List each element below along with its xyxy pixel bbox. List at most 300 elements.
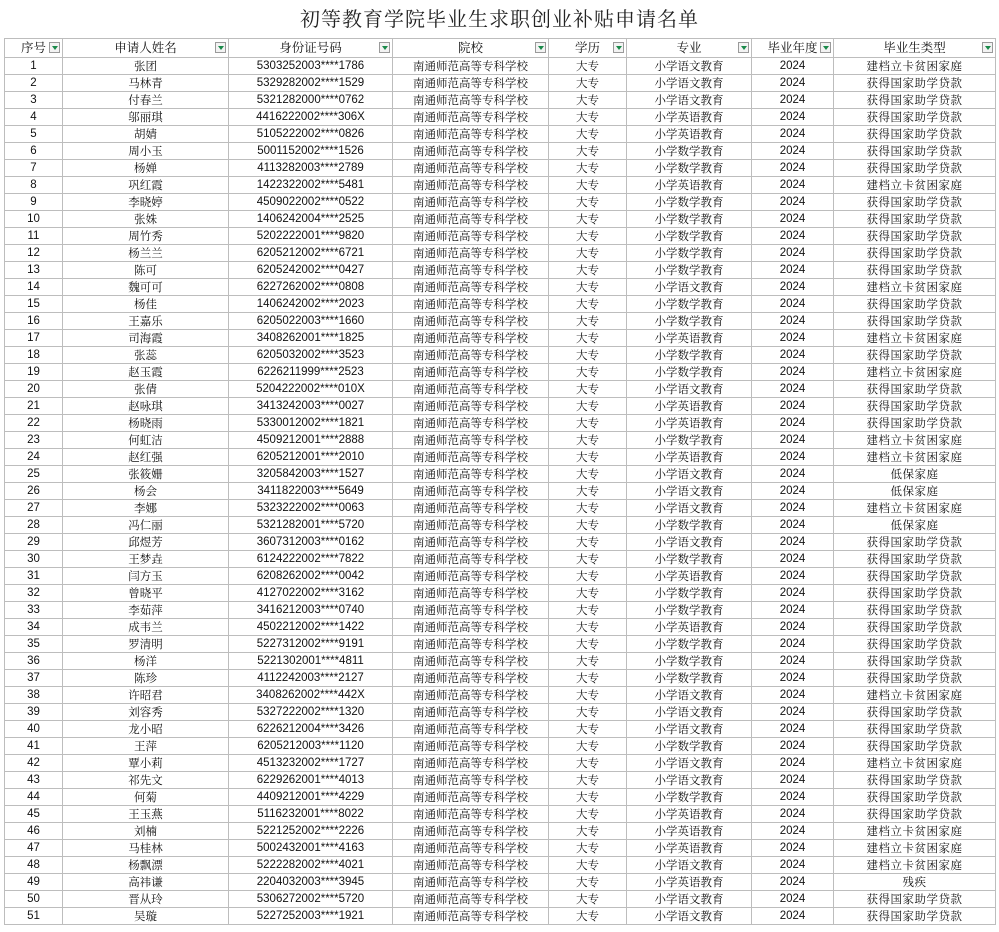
- cell-school[interactable]: 南通师范高等专科学校: [393, 653, 549, 670]
- cell-name[interactable]: 张筱姗: [63, 466, 229, 483]
- cell-name[interactable]: 成韦兰: [63, 619, 229, 636]
- cell-grad-year[interactable]: 2024: [752, 177, 834, 194]
- cell-school[interactable]: 南通师范高等专科学校: [393, 415, 549, 432]
- cell-name[interactable]: 马林青: [63, 75, 229, 92]
- cell-grad-year[interactable]: 2024: [752, 772, 834, 789]
- cell-grad-type[interactable]: 获得国家助学贷款: [834, 92, 996, 109]
- cell-grad-type[interactable]: 获得国家助学贷款: [834, 262, 996, 279]
- cell-major[interactable]: 小学英语教育: [627, 177, 752, 194]
- cell-major[interactable]: 小学数学教育: [627, 262, 752, 279]
- cell-school[interactable]: 南通师范高等专科学校: [393, 840, 549, 857]
- cell-education[interactable]: 大专: [549, 330, 627, 347]
- cell-school[interactable]: 南通师范高等专科学校: [393, 228, 549, 245]
- cell-major[interactable]: 小学数学教育: [627, 432, 752, 449]
- cell-name[interactable]: 杨洋: [63, 653, 229, 670]
- cell-grad-type[interactable]: 低保家庭: [834, 466, 996, 483]
- cell-name[interactable]: 杨会: [63, 483, 229, 500]
- cell-name[interactable]: 张团: [63, 58, 229, 75]
- cell-grad-type[interactable]: 获得国家助学贷款: [834, 670, 996, 687]
- cell-grad-type[interactable]: 建档立卡贫困家庭: [834, 449, 996, 466]
- cell-school[interactable]: 南通师范高等专科学校: [393, 92, 549, 109]
- cell-grad-year[interactable]: 2024: [752, 483, 834, 500]
- cell-education[interactable]: 大专: [549, 415, 627, 432]
- cell-grad-year[interactable]: 2024: [752, 704, 834, 721]
- cell-major[interactable]: 小学英语教育: [627, 449, 752, 466]
- cell-id-number[interactable]: 6205212002****6721: [229, 245, 393, 262]
- cell-grad-type[interactable]: 获得国家助学贷款: [834, 585, 996, 602]
- cell-grad-year[interactable]: 2024: [752, 534, 834, 551]
- cell-education[interactable]: 大专: [549, 364, 627, 381]
- cell-major[interactable]: 小学英语教育: [627, 398, 752, 415]
- cell-school[interactable]: 南通师范高等专科学校: [393, 398, 549, 415]
- cell-major[interactable]: 小学数学教育: [627, 653, 752, 670]
- cell-major[interactable]: 小学数学教育: [627, 517, 752, 534]
- cell-index[interactable]: 35: [5, 636, 63, 653]
- cell-school[interactable]: 南通师范高等专科学校: [393, 670, 549, 687]
- cell-grad-type[interactable]: 获得国家助学贷款: [834, 296, 996, 313]
- cell-grad-type[interactable]: 低保家庭: [834, 517, 996, 534]
- cell-grad-type[interactable]: 获得国家助学贷款: [834, 891, 996, 908]
- cell-school[interactable]: 南通师范高等专科学校: [393, 500, 549, 517]
- cell-major[interactable]: 小学数学教育: [627, 602, 752, 619]
- cell-education[interactable]: 大专: [549, 449, 627, 466]
- cell-id-number[interactable]: 5221252002****2226: [229, 823, 393, 840]
- cell-school[interactable]: 南通师范高等专科学校: [393, 313, 549, 330]
- cell-grad-year[interactable]: 2024: [752, 687, 834, 704]
- cell-id-number[interactable]: 4509022002****0522: [229, 194, 393, 211]
- cell-school[interactable]: 南通师范高等专科学校: [393, 211, 549, 228]
- cell-education[interactable]: 大专: [549, 177, 627, 194]
- cell-education[interactable]: 大专: [549, 245, 627, 262]
- cell-grad-year[interactable]: 2024: [752, 330, 834, 347]
- cell-index[interactable]: 23: [5, 432, 63, 449]
- cell-grad-type[interactable]: 获得国家助学贷款: [834, 75, 996, 92]
- cell-education[interactable]: 大专: [549, 313, 627, 330]
- cell-index[interactable]: 16: [5, 313, 63, 330]
- cell-school[interactable]: 南通师范高等专科学校: [393, 109, 549, 126]
- cell-index[interactable]: 17: [5, 330, 63, 347]
- cell-index[interactable]: 40: [5, 721, 63, 738]
- cell-id-number[interactable]: 2204032003****3945: [229, 874, 393, 891]
- cell-grad-type[interactable]: 获得国家助学贷款: [834, 160, 996, 177]
- cell-id-number[interactable]: 6227262002****0808: [229, 279, 393, 296]
- cell-major[interactable]: 小学语文教育: [627, 279, 752, 296]
- cell-grad-year[interactable]: 2024: [752, 789, 834, 806]
- cell-school[interactable]: 南通师范高等专科学校: [393, 806, 549, 823]
- cell-education[interactable]: 大专: [549, 517, 627, 534]
- cell-grad-type[interactable]: 建档立卡贫困家庭: [834, 364, 996, 381]
- cell-index[interactable]: 21: [5, 398, 63, 415]
- cell-index[interactable]: 31: [5, 568, 63, 585]
- cell-name[interactable]: 王玉燕: [63, 806, 229, 823]
- cell-grad-year[interactable]: 2024: [752, 738, 834, 755]
- cell-school[interactable]: 南通师范高等专科学校: [393, 789, 549, 806]
- filter-dropdown-icon[interactable]: [613, 42, 624, 53]
- cell-education[interactable]: 大专: [549, 687, 627, 704]
- cell-major[interactable]: 小学语文教育: [627, 704, 752, 721]
- cell-name[interactable]: 吴璇: [63, 908, 229, 925]
- cell-index[interactable]: 26: [5, 483, 63, 500]
- cell-grad-type[interactable]: 获得国家助学贷款: [834, 806, 996, 823]
- cell-grad-year[interactable]: 2024: [752, 211, 834, 228]
- cell-school[interactable]: 南通师范高等专科学校: [393, 857, 549, 874]
- cell-id-number[interactable]: 4409212001****4229: [229, 789, 393, 806]
- cell-major[interactable]: 小学数学教育: [627, 194, 752, 211]
- cell-id-number[interactable]: 4416222002****306X: [229, 109, 393, 126]
- cell-school[interactable]: 南通师范高等专科学校: [393, 262, 549, 279]
- cell-name[interactable]: 魏可可: [63, 279, 229, 296]
- cell-index[interactable]: 19: [5, 364, 63, 381]
- cell-index[interactable]: 50: [5, 891, 63, 908]
- cell-grad-type[interactable]: 获得国家助学贷款: [834, 704, 996, 721]
- cell-grad-year[interactable]: 2024: [752, 245, 834, 262]
- cell-grad-type[interactable]: 建档立卡贫困家庭: [834, 432, 996, 449]
- cell-grad-type[interactable]: 获得国家助学贷款: [834, 109, 996, 126]
- cell-grad-type[interactable]: 获得国家助学贷款: [834, 721, 996, 738]
- cell-grad-year[interactable]: 2024: [752, 500, 834, 517]
- cell-major[interactable]: 小学语文教育: [627, 908, 752, 925]
- cell-major[interactable]: 小学语文教育: [627, 687, 752, 704]
- cell-name[interactable]: 杨晓雨: [63, 415, 229, 432]
- cell-index[interactable]: 24: [5, 449, 63, 466]
- cell-major[interactable]: 小学数学教育: [627, 313, 752, 330]
- cell-grad-type[interactable]: 获得国家助学贷款: [834, 126, 996, 143]
- cell-education[interactable]: 大专: [549, 483, 627, 500]
- cell-grad-year[interactable]: 2024: [752, 874, 834, 891]
- cell-grad-type[interactable]: 获得国家助学贷款: [834, 789, 996, 806]
- cell-major[interactable]: 小学语文教育: [627, 483, 752, 500]
- cell-education[interactable]: 大专: [549, 398, 627, 415]
- cell-school[interactable]: 南通师范高等专科学校: [393, 58, 549, 75]
- cell-major[interactable]: 小学语文教育: [627, 534, 752, 551]
- cell-name[interactable]: 王梦垚: [63, 551, 229, 568]
- cell-school[interactable]: 南通师范高等专科学校: [393, 143, 549, 160]
- cell-major[interactable]: 小学数学教育: [627, 296, 752, 313]
- cell-school[interactable]: 南通师范高等专科学校: [393, 160, 549, 177]
- cell-grad-year[interactable]: 2024: [752, 75, 834, 92]
- cell-index[interactable]: 49: [5, 874, 63, 891]
- cell-school[interactable]: 南通师范高等专科学校: [393, 432, 549, 449]
- cell-grad-type[interactable]: 获得国家助学贷款: [834, 738, 996, 755]
- cell-name[interactable]: 司海霞: [63, 330, 229, 347]
- cell-grad-type[interactable]: 获得国家助学贷款: [834, 908, 996, 925]
- cell-major[interactable]: 小学数学教育: [627, 347, 752, 364]
- cell-id-number[interactable]: 1406242002****2023: [229, 296, 393, 313]
- cell-major[interactable]: 小学英语教育: [627, 568, 752, 585]
- cell-school[interactable]: 南通师范高等专科学校: [393, 347, 549, 364]
- cell-id-number[interactable]: 6226212004****3426: [229, 721, 393, 738]
- cell-education[interactable]: 大专: [549, 534, 627, 551]
- cell-id-number[interactable]: 3413242003****0027: [229, 398, 393, 415]
- cell-grad-year[interactable]: 2024: [752, 908, 834, 925]
- cell-grad-type[interactable]: 建档立卡贫困家庭: [834, 840, 996, 857]
- cell-major[interactable]: 小学英语教育: [627, 415, 752, 432]
- cell-index[interactable]: 34: [5, 619, 63, 636]
- cell-name[interactable]: 付春兰: [63, 92, 229, 109]
- cell-grad-type[interactable]: 获得国家助学贷款: [834, 245, 996, 262]
- cell-index[interactable]: 20: [5, 381, 63, 398]
- cell-index[interactable]: 14: [5, 279, 63, 296]
- cell-id-number[interactable]: 5321282001****5720: [229, 517, 393, 534]
- cell-school[interactable]: 南通师范高等专科学校: [393, 194, 549, 211]
- cell-grad-year[interactable]: 2024: [752, 262, 834, 279]
- cell-major[interactable]: 小学英语教育: [627, 823, 752, 840]
- cell-grad-year[interactable]: 2024: [752, 228, 834, 245]
- cell-grad-type[interactable]: 获得国家助学贷款: [834, 228, 996, 245]
- cell-name[interactable]: 杨佳: [63, 296, 229, 313]
- cell-index[interactable]: 37: [5, 670, 63, 687]
- cell-school[interactable]: 南通师范高等专科学校: [393, 483, 549, 500]
- cell-grad-year[interactable]: 2024: [752, 58, 834, 75]
- cell-id-number[interactable]: 3205842003****1527: [229, 466, 393, 483]
- cell-index[interactable]: 10: [5, 211, 63, 228]
- cell-grad-year[interactable]: 2024: [752, 313, 834, 330]
- cell-id-number[interactable]: 4513232002****1727: [229, 755, 393, 772]
- cell-education[interactable]: 大专: [549, 806, 627, 823]
- cell-index[interactable]: 9: [5, 194, 63, 211]
- cell-school[interactable]: 南通师范高等专科学校: [393, 296, 549, 313]
- cell-school[interactable]: 南通师范高等专科学校: [393, 517, 549, 534]
- cell-index[interactable]: 1: [5, 58, 63, 75]
- cell-grad-year[interactable]: 2024: [752, 398, 834, 415]
- cell-school[interactable]: 南通师范高等专科学校: [393, 704, 549, 721]
- cell-index[interactable]: 13: [5, 262, 63, 279]
- cell-id-number[interactable]: 5323222002****0063: [229, 500, 393, 517]
- cell-index[interactable]: 29: [5, 534, 63, 551]
- cell-education[interactable]: 大专: [549, 891, 627, 908]
- cell-name[interactable]: 赵玉霞: [63, 364, 229, 381]
- cell-education[interactable]: 大专: [549, 466, 627, 483]
- cell-grad-type[interactable]: 获得国家助学贷款: [834, 347, 996, 364]
- cell-id-number[interactable]: 3411822003****5649: [229, 483, 393, 500]
- cell-name[interactable]: 何虹洁: [63, 432, 229, 449]
- cell-name[interactable]: 冯仁丽: [63, 517, 229, 534]
- cell-id-number[interactable]: 5204222002****010X: [229, 381, 393, 398]
- cell-school[interactable]: 南通师范高等专科学校: [393, 177, 549, 194]
- cell-school[interactable]: 南通师范高等专科学校: [393, 534, 549, 551]
- cell-grad-year[interactable]: 2024: [752, 432, 834, 449]
- cell-index[interactable]: 41: [5, 738, 63, 755]
- cell-major[interactable]: 小学英语教育: [627, 874, 752, 891]
- cell-index[interactable]: 45: [5, 806, 63, 823]
- cell-education[interactable]: 大专: [549, 58, 627, 75]
- cell-id-number[interactable]: 6229262001****4013: [229, 772, 393, 789]
- cell-grad-year[interactable]: 2024: [752, 823, 834, 840]
- cell-id-number[interactable]: 3416212003****0740: [229, 602, 393, 619]
- cell-education[interactable]: 大专: [549, 381, 627, 398]
- cell-name[interactable]: 李茹萍: [63, 602, 229, 619]
- cell-grad-year[interactable]: 2024: [752, 381, 834, 398]
- cell-education[interactable]: 大专: [549, 721, 627, 738]
- cell-grad-type[interactable]: 残疾: [834, 874, 996, 891]
- cell-major[interactable]: 小学数学教育: [627, 245, 752, 262]
- cell-major[interactable]: 小学语文教育: [627, 75, 752, 92]
- cell-education[interactable]: 大专: [549, 772, 627, 789]
- cell-education[interactable]: 大专: [549, 500, 627, 517]
- cell-grad-year[interactable]: 2024: [752, 636, 834, 653]
- cell-school[interactable]: 南通师范高等专科学校: [393, 279, 549, 296]
- cell-index[interactable]: 48: [5, 857, 63, 874]
- cell-grad-year[interactable]: 2024: [752, 160, 834, 177]
- cell-index[interactable]: 7: [5, 160, 63, 177]
- cell-name[interactable]: 刘容秀: [63, 704, 229, 721]
- cell-name[interactable]: 李晓婷: [63, 194, 229, 211]
- cell-name[interactable]: 覃小莉: [63, 755, 229, 772]
- cell-school[interactable]: 南通师范高等专科学校: [393, 551, 549, 568]
- cell-major[interactable]: 小学数学教育: [627, 585, 752, 602]
- cell-school[interactable]: 南通师范高等专科学校: [393, 908, 549, 925]
- cell-name[interactable]: 李娜: [63, 500, 229, 517]
- cell-name[interactable]: 晋从玲: [63, 891, 229, 908]
- cell-education[interactable]: 大专: [549, 92, 627, 109]
- cell-index[interactable]: 11: [5, 228, 63, 245]
- cell-major[interactable]: 小学语文教育: [627, 772, 752, 789]
- cell-id-number[interactable]: 4112242003****2127: [229, 670, 393, 687]
- cell-name[interactable]: 张倩: [63, 381, 229, 398]
- cell-grad-year[interactable]: 2024: [752, 551, 834, 568]
- cell-school[interactable]: 南通师范高等专科学校: [393, 330, 549, 347]
- cell-name[interactable]: 张蕊: [63, 347, 229, 364]
- cell-grad-type[interactable]: 建档立卡贫困家庭: [834, 755, 996, 772]
- cell-school[interactable]: 南通师范高等专科学校: [393, 891, 549, 908]
- cell-education[interactable]: 大专: [549, 840, 627, 857]
- cell-id-number[interactable]: 5202222001****9820: [229, 228, 393, 245]
- cell-grad-year[interactable]: 2024: [752, 126, 834, 143]
- cell-index[interactable]: 33: [5, 602, 63, 619]
- cell-id-number[interactable]: 6205212001****2010: [229, 449, 393, 466]
- cell-school[interactable]: 南通师范高等专科学校: [393, 772, 549, 789]
- cell-major[interactable]: 小学数学教育: [627, 789, 752, 806]
- cell-grad-year[interactable]: 2024: [752, 415, 834, 432]
- cell-grad-type[interactable]: 获得国家助学贷款: [834, 568, 996, 585]
- cell-grad-type[interactable]: 获得国家助学贷款: [834, 653, 996, 670]
- cell-grad-type[interactable]: 获得国家助学贷款: [834, 636, 996, 653]
- cell-grad-year[interactable]: 2024: [752, 449, 834, 466]
- cell-grad-year[interactable]: 2024: [752, 840, 834, 857]
- cell-name[interactable]: 邱煜芳: [63, 534, 229, 551]
- cell-grad-year[interactable]: 2024: [752, 296, 834, 313]
- cell-name[interactable]: 罗清明: [63, 636, 229, 653]
- cell-grad-type[interactable]: 获得国家助学贷款: [834, 143, 996, 160]
- cell-name[interactable]: 张姝: [63, 211, 229, 228]
- cell-index[interactable]: 36: [5, 653, 63, 670]
- cell-major[interactable]: 小学语文教育: [627, 755, 752, 772]
- cell-grad-year[interactable]: 2024: [752, 653, 834, 670]
- cell-id-number[interactable]: 5221302001****4811: [229, 653, 393, 670]
- cell-index[interactable]: 8: [5, 177, 63, 194]
- cell-id-number[interactable]: 5227312002****9191: [229, 636, 393, 653]
- cell-education[interactable]: 大专: [549, 75, 627, 92]
- cell-id-number[interactable]: 6205032002****3523: [229, 347, 393, 364]
- cell-grad-type[interactable]: 获得国家助学贷款: [834, 211, 996, 228]
- cell-id-number[interactable]: 5303252003****1786: [229, 58, 393, 75]
- filter-dropdown-icon[interactable]: [215, 42, 226, 53]
- cell-major[interactable]: 小学数学教育: [627, 670, 752, 687]
- cell-education[interactable]: 大专: [549, 432, 627, 449]
- cell-major[interactable]: 小学数学教育: [627, 228, 752, 245]
- cell-id-number[interactable]: 5002432001****4163: [229, 840, 393, 857]
- cell-name[interactable]: 王嘉乐: [63, 313, 229, 330]
- cell-grad-type[interactable]: 建档立卡贫困家庭: [834, 687, 996, 704]
- cell-index[interactable]: 6: [5, 143, 63, 160]
- cell-school[interactable]: 南通师范高等专科学校: [393, 619, 549, 636]
- cell-education[interactable]: 大专: [549, 585, 627, 602]
- cell-index[interactable]: 38: [5, 687, 63, 704]
- cell-index[interactable]: 39: [5, 704, 63, 721]
- cell-education[interactable]: 大专: [549, 262, 627, 279]
- cell-grad-type[interactable]: 获得国家助学贷款: [834, 772, 996, 789]
- cell-id-number[interactable]: 5329282002****1529: [229, 75, 393, 92]
- cell-id-number[interactable]: 1422322002****5481: [229, 177, 393, 194]
- cell-education[interactable]: 大专: [549, 789, 627, 806]
- cell-grad-year[interactable]: 2024: [752, 857, 834, 874]
- cell-education[interactable]: 大专: [549, 823, 627, 840]
- cell-index[interactable]: 32: [5, 585, 63, 602]
- cell-index[interactable]: 42: [5, 755, 63, 772]
- cell-index[interactable]: 2: [5, 75, 63, 92]
- cell-school[interactable]: 南通师范高等专科学校: [393, 466, 549, 483]
- cell-school[interactable]: 南通师范高等专科学校: [393, 602, 549, 619]
- cell-id-number[interactable]: 4502212002****1422: [229, 619, 393, 636]
- cell-major[interactable]: 小学英语教育: [627, 840, 752, 857]
- cell-grad-type[interactable]: 建档立卡贫困家庭: [834, 330, 996, 347]
- cell-grad-year[interactable]: 2024: [752, 806, 834, 823]
- cell-id-number[interactable]: 3408262002****442X: [229, 687, 393, 704]
- cell-grad-year[interactable]: 2024: [752, 670, 834, 687]
- cell-grad-year[interactable]: 2024: [752, 517, 834, 534]
- cell-name[interactable]: 赵红强: [63, 449, 229, 466]
- cell-id-number[interactable]: 6205212003****1120: [229, 738, 393, 755]
- cell-name[interactable]: 闫方玉: [63, 568, 229, 585]
- cell-grad-year[interactable]: 2024: [752, 109, 834, 126]
- cell-grad-type[interactable]: 获得国家助学贷款: [834, 381, 996, 398]
- cell-name[interactable]: 邬丽琪: [63, 109, 229, 126]
- cell-school[interactable]: 南通师范高等专科学校: [393, 738, 549, 755]
- cell-major[interactable]: 小学数学教育: [627, 160, 752, 177]
- cell-school[interactable]: 南通师范高等专科学校: [393, 126, 549, 143]
- cell-education[interactable]: 大专: [549, 653, 627, 670]
- cell-major[interactable]: 小学语文教育: [627, 58, 752, 75]
- cell-school[interactable]: 南通师范高等专科学校: [393, 75, 549, 92]
- cell-name[interactable]: 曾晓平: [63, 585, 229, 602]
- cell-index[interactable]: 22: [5, 415, 63, 432]
- cell-grad-year[interactable]: 2024: [752, 92, 834, 109]
- cell-index[interactable]: 5: [5, 126, 63, 143]
- cell-index[interactable]: 44: [5, 789, 63, 806]
- cell-id-number[interactable]: 4127022002****3162: [229, 585, 393, 602]
- cell-id-number[interactable]: 5306272002****5720: [229, 891, 393, 908]
- cell-grad-year[interactable]: 2024: [752, 194, 834, 211]
- cell-index[interactable]: 4: [5, 109, 63, 126]
- cell-id-number[interactable]: 6205242002****0427: [229, 262, 393, 279]
- cell-major[interactable]: 小学英语教育: [627, 109, 752, 126]
- cell-index[interactable]: 47: [5, 840, 63, 857]
- cell-education[interactable]: 大专: [549, 755, 627, 772]
- cell-grad-year[interactable]: 2024: [752, 602, 834, 619]
- cell-education[interactable]: 大专: [549, 279, 627, 296]
- cell-id-number[interactable]: 6124222002****7822: [229, 551, 393, 568]
- cell-grad-year[interactable]: 2024: [752, 466, 834, 483]
- cell-id-number[interactable]: 6208262002****0042: [229, 568, 393, 585]
- cell-education[interactable]: 大专: [549, 347, 627, 364]
- cell-education[interactable]: 大专: [549, 194, 627, 211]
- cell-grad-type[interactable]: 获得国家助学贷款: [834, 551, 996, 568]
- cell-school[interactable]: 南通师范高等专科学校: [393, 721, 549, 738]
- cell-grad-year[interactable]: 2024: [752, 279, 834, 296]
- cell-major[interactable]: 小学数学教育: [627, 364, 752, 381]
- cell-name[interactable]: 杨兰兰: [63, 245, 229, 262]
- cell-name[interactable]: 赵咏琪: [63, 398, 229, 415]
